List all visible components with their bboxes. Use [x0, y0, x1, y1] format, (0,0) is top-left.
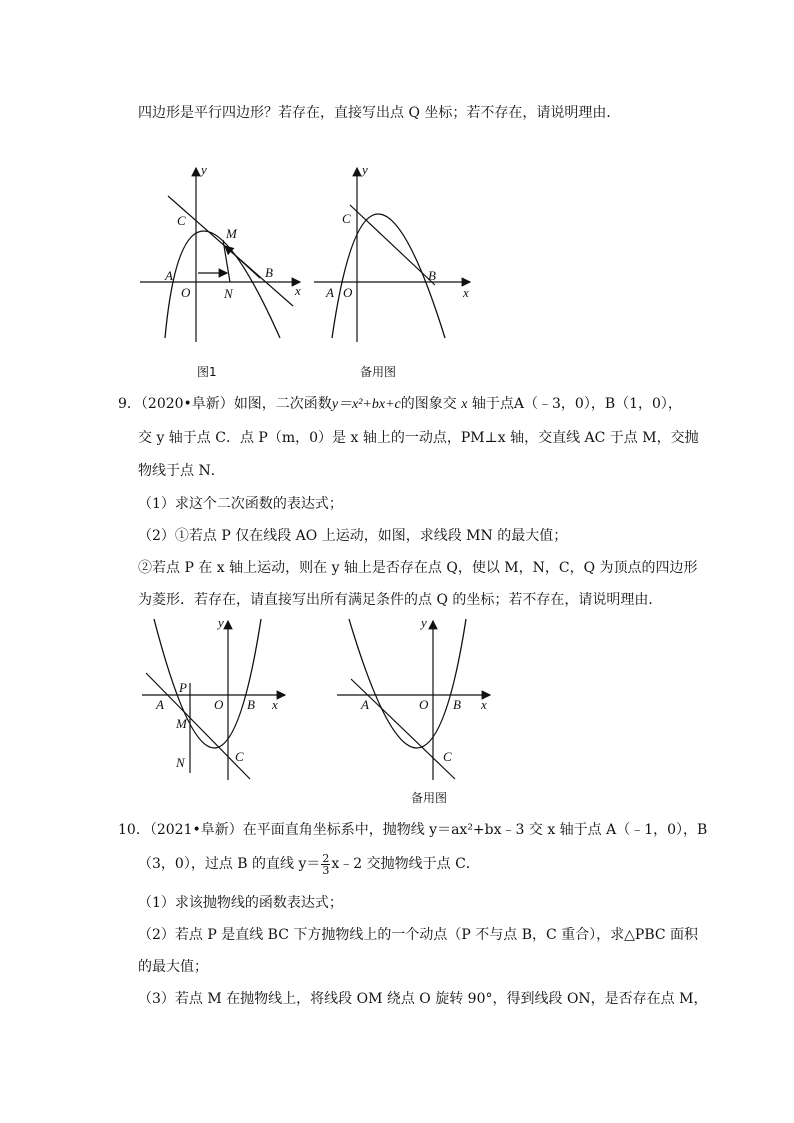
problem-text: 在平面直角坐标系中，抛物线 y＝ax²+bx﹣3 交 x 轴于点 A（﹣1，0），B: [242, 822, 708, 838]
problem-text: A（﹣3，0），B（1，0），: [513, 396, 682, 412]
label-x: x: [463, 285, 469, 300]
label-y: y: [421, 615, 427, 630]
problem-9-line3: 物线于点 N．: [138, 463, 225, 479]
caption-fig1: 图1: [197, 365, 217, 379]
label-c: C: [177, 213, 186, 228]
problem-text: 轴于点: [471, 396, 514, 412]
label-o: O: [181, 285, 191, 300]
figure-1: [130, 160, 310, 380]
problem-10-line1: [118, 820, 707, 840]
intro-text: 四边形是平行四边形？若存在，直接写出点 Q 坐标；若不存在，请说明理由．: [138, 105, 621, 121]
formula: y＝x²+bx+c: [331, 397, 401, 412]
label-a: A: [326, 285, 334, 300]
problem-9-line2: 交 y 轴于点 C．点 P（m，0）是 x 轴上的一动点，PM⊥x 轴，交直线 AC 于点 M，交抛: [138, 430, 699, 446]
problem-text: x﹣2 交抛物线于点 C．: [331, 856, 480, 872]
figure-9-1: [140, 615, 300, 785]
line-cb: [350, 205, 435, 285]
label-n: N: [224, 286, 233, 301]
problem-10-q1: （1）求该抛物线的函数表达式；: [138, 895, 343, 911]
label-m: M: [226, 226, 237, 241]
label-c: C: [235, 749, 244, 764]
label-n: N: [176, 755, 185, 770]
caption-fig-9-2: 备用图: [411, 791, 448, 805]
fraction-numerator: 2: [322, 851, 330, 865]
label-b: B: [265, 265, 273, 280]
problem-9-q2-2a: ②若点 P 在 x 轴上运动，则在 y 轴上是否存在点 Q，使以 M，N，C，Q 为顶点的四边形: [138, 560, 698, 576]
label-y: y: [362, 162, 368, 177]
label-b: B: [428, 268, 436, 283]
label-m: M: [176, 716, 187, 731]
figure-2: [312, 160, 482, 380]
problem-10-q2b: 的最大值；: [138, 959, 208, 975]
problem-9-q1: （1）求这个二次函数的表达式；: [138, 496, 343, 512]
label-x: x: [272, 697, 278, 712]
label-o: O: [419, 697, 429, 712]
label-x: x: [295, 283, 301, 298]
parabola: [349, 619, 466, 748]
parabola: [154, 619, 261, 748]
problem-number: 9．: [118, 396, 141, 412]
label-a: A: [165, 268, 173, 283]
arrow-up-left: [225, 246, 260, 278]
problem-source: （2020•阜新）: [140, 396, 234, 412]
problem-source: （2021•阜新）: [149, 822, 243, 838]
label-c: C: [443, 749, 452, 764]
label-y: y: [201, 162, 207, 177]
problem-text: （3，0），过点 B 的直线 y＝: [138, 856, 321, 872]
problem-9-q2-1: （2）①若点 P 仅在线段 AO 上运动，如图，求线段 MN 的最大值；: [138, 528, 568, 544]
label-b: B: [247, 697, 255, 712]
fraction: [321, 853, 330, 876]
problem-9-line1: [118, 394, 682, 415]
label-b: B: [453, 697, 461, 712]
problem-10-q2a: （2）若点 P 是直线 BC 下方抛物线上的一个动点（P 不与点 B，C 重合），求△PBC 面积: [138, 927, 699, 943]
label-o: O: [214, 697, 224, 712]
problem-9-q2-2b: 为菱形．若存在，请直接写出所有满足条件的点 Q 的坐标；若不存在，请说明理由．: [138, 592, 663, 608]
problem-number: 10．: [118, 822, 150, 838]
line-ac: [351, 679, 455, 779]
caption-fig2: 备用图: [360, 365, 397, 379]
label-o: O: [343, 285, 353, 300]
formula: x: [461, 397, 468, 412]
figure-9-2: [335, 615, 505, 810]
problem-10-line2: [138, 852, 480, 876]
problem-text: 如图，二次函数: [233, 396, 332, 412]
label-c: C: [342, 211, 351, 226]
fraction-denominator: 3: [322, 863, 330, 877]
problem-10-q3: （3）若点 M 在抛物线上，将线段 OM 绕点 O 旋转 90°，得到线段 ON，是否存在点 M，: [138, 991, 708, 1007]
label-a: A: [156, 697, 164, 712]
label-p: P: [179, 680, 187, 695]
label-y: y: [218, 615, 224, 630]
label-a: A: [361, 697, 369, 712]
problem-text: 的图象交: [400, 396, 457, 412]
label-x: x: [481, 697, 487, 712]
